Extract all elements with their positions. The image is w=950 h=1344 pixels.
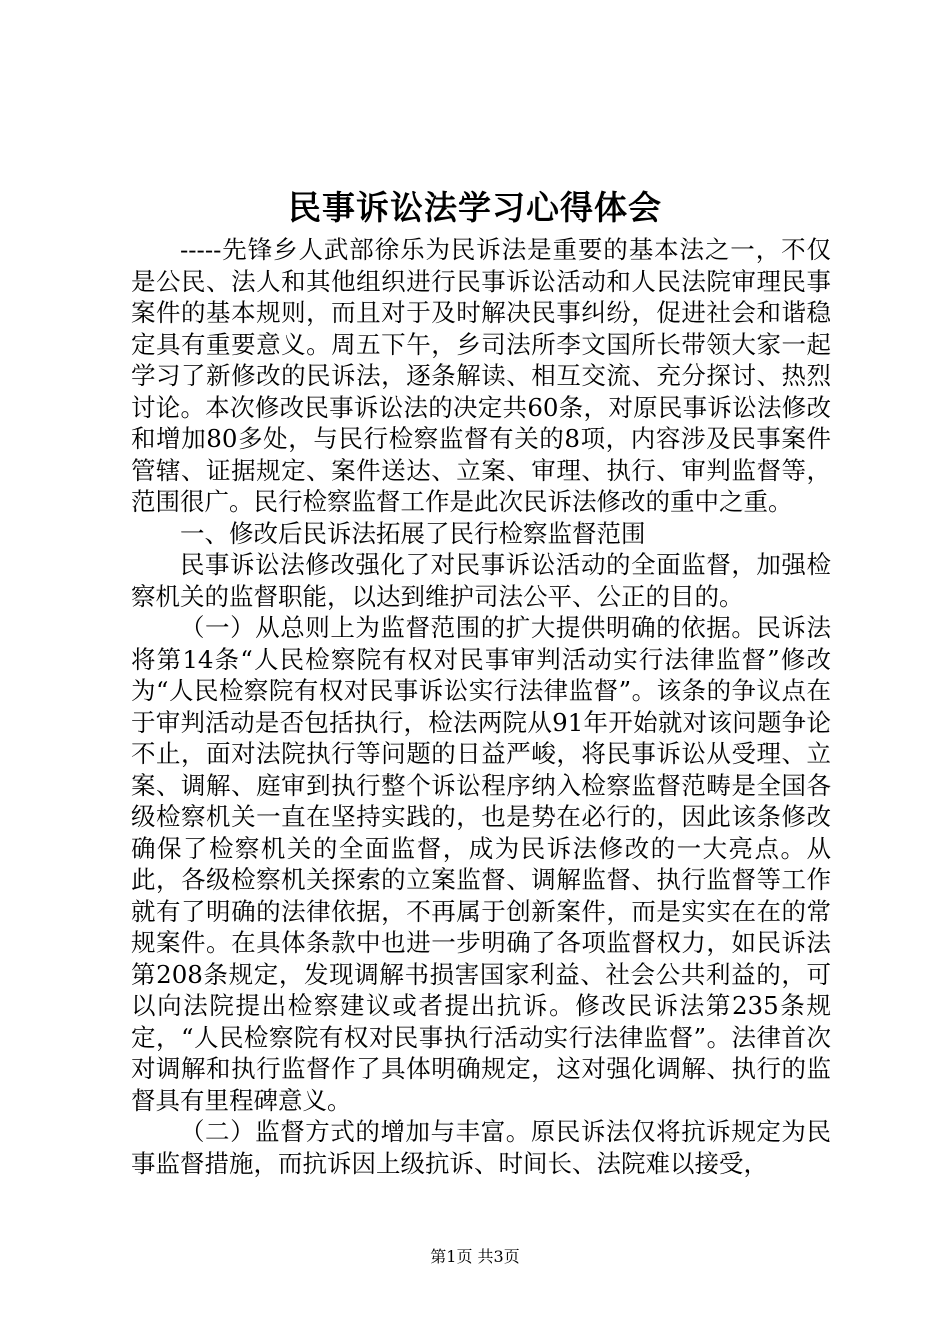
paragraph-subsection-2: （二）监督方式的增加与丰富。原民诉法仅将抗诉规定为民事监督措施，而抗诉因上级抗诉、时间长、法院难以接受， [131, 1117, 831, 1178]
section-heading-1: 一、修改后民诉法拓展了民行检察监督范围 [180, 518, 646, 548]
page-footer: 第1页 共3页 [430, 1247, 520, 1266]
paragraph-intro: -----先锋乡人武部徐乐为民诉法是重要的基本法之一，不仅是公民、法人和其他组织进行民事诉讼活动和人民法院审理民事案件的基本规则，而且对于及时解决民事纠纷，促进社会和谐稳定具有重要意义。周五下午，乡司法所李文国所长带领大家一起学习了新修改的民诉法，逐条解读、相互交流、充分探讨、热烈讨论。本次修改民事诉讼法的决定共60条，对原民事诉讼法修改和增加80多处，与民行检察监督有关的8项，内容涉及民事案件管辖、证据规定、案件送达、立案、审理、执行、审判监督等，范围很广。民行检察监督工作是此次民诉法修改的重中之重。 [131, 235, 831, 516]
paragraph-section-1-intro: 民事诉讼法修改强化了对民事诉讼活动的全面监督，加强检察机关的监督职能，以达到维护司法公平、公正的目的。 [131, 550, 831, 611]
document-title: 民事诉讼法学习心得体会 [288, 188, 662, 227]
document-body [131, 234, 831, 1179]
paragraph-subsection-1: （一）从总则上为监督范围的扩大提供明确的依据。民诉法将第14条“人民检察院有权对民事审判活动实行法律监督”修改为“人民检察院有权对民事诉讼实行法律监督”。该条的争议点在于审判活动是否包括执行，检法两院从91年开始就对该问题争论不止，面对法院执行等问题的日益严峻，将民事诉讼从受理、立案、调解、庭审到执行整个诉讼程序纳入检察监督范畴是全国各级检察机关一直在坚持实践的，也是势在必行的，因此该条修改确保了检察机关的全面监督，成为民诉法修改的一大亮点。从此，各级检察机关探索的立案监督、调解监督、执行监督等工作就有了明确的法律依据，不再属于创新案件，而是实实在在的常规案件。在具体条款中也进一步明确了各项监督权力，如民诉法第208条规定，发现调解书损害国家利益、社会公共利益的，可以向法院提出检察建议或者提出抗诉。修改民诉法第235条规定，“人民检察院有权对民事执行活动实行法律监督”。法律首次对调解和执行监督作了具体明确规定，这对强化调解、执行的监督具有里程碑意义。 [131, 613, 831, 1115]
